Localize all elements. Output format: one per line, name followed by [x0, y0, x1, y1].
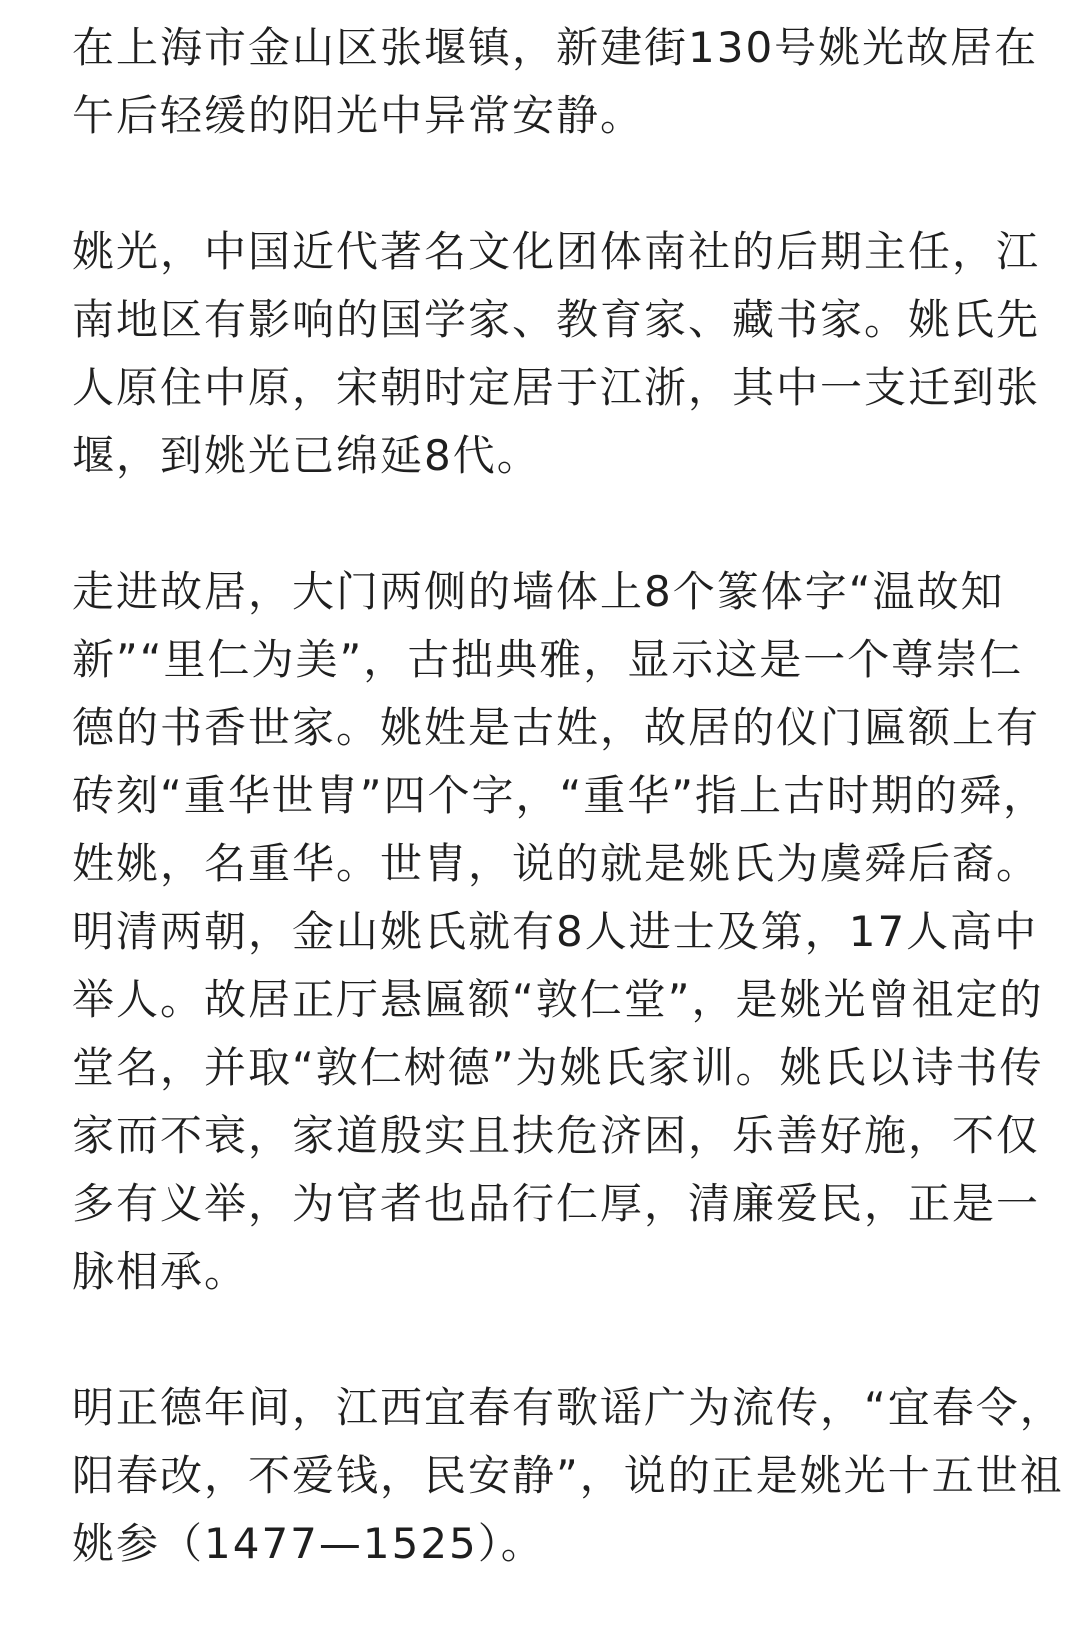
- text-line: 人原住中原，宋朝时定居于江浙，其中一支迁到张: [72, 363, 1041, 412]
- text-line: 堰，到姚光已绵延8代。: [72, 431, 541, 480]
- text-line: 明正德年间，江西宜春有歌谣广为流传，“宜春令，: [72, 1383, 1064, 1432]
- paragraph-4: [72, 1374, 1064, 1578]
- article-body: [72, 14, 1064, 1578]
- text-line: 姓姚，名重华。世胄，说的就是姚氏为虞舜后裔。: [72, 839, 1041, 888]
- text-line: 阳春改，不爱钱，民安静”，说的正是姚光十五世祖: [72, 1451, 1064, 1500]
- text-line: 家而不衰，家道殷实且扶危济困，乐善好施，不仅: [72, 1111, 1041, 1160]
- text-line: 在上海市金山区张堰镇，新建街130号姚光故居在: [72, 23, 1039, 72]
- text-line: 午后轻缓的阳光中异常安静。: [72, 91, 645, 140]
- text-line: 脉相承。: [72, 1247, 249, 1296]
- text-line: 砖刻“重华世胄”四个字，“重华”指上古时期的舜，: [72, 771, 1048, 820]
- text-line: 新”“里仁为美”，古拙典雅，显示这是一个尊崇仁: [72, 635, 1024, 684]
- paragraph-gap: [72, 490, 992, 558]
- text-line: 明清两朝，金山姚氏就有8人进士及第，17人高中: [72, 907, 1039, 956]
- text-line: 举人。故居正厅悬匾额“敦仁堂”，是姚光曾祖定的: [72, 975, 1044, 1024]
- text-line: 南地区有影响的国学家、教育家、藏书家。姚氏先: [72, 295, 1041, 344]
- paragraph-1: [72, 14, 1039, 150]
- text-line: 姚光，中国近代著名文化团体南社的后期主任，江: [72, 227, 1041, 276]
- paragraph-3: [72, 558, 1048, 1306]
- paragraph-2: [72, 218, 1041, 490]
- text-line: 堂名，并取“敦仁树德”为姚氏家训。姚氏以诗书传: [72, 1043, 1044, 1092]
- text-line: 多有义举，为官者也品行仁厚，清廉爱民，正是一: [72, 1179, 1041, 1228]
- text-line: 走进故居，大门两侧的墙体上8个篆体字“温故知: [72, 567, 1005, 616]
- paragraph-gap: [72, 1306, 992, 1374]
- text-line: 姚参（1477—1525）。: [72, 1519, 545, 1568]
- paragraph-gap: [72, 150, 992, 218]
- text-line: 德的书香世家。姚姓是古姓，故居的仪门匾额上有: [72, 703, 1041, 752]
